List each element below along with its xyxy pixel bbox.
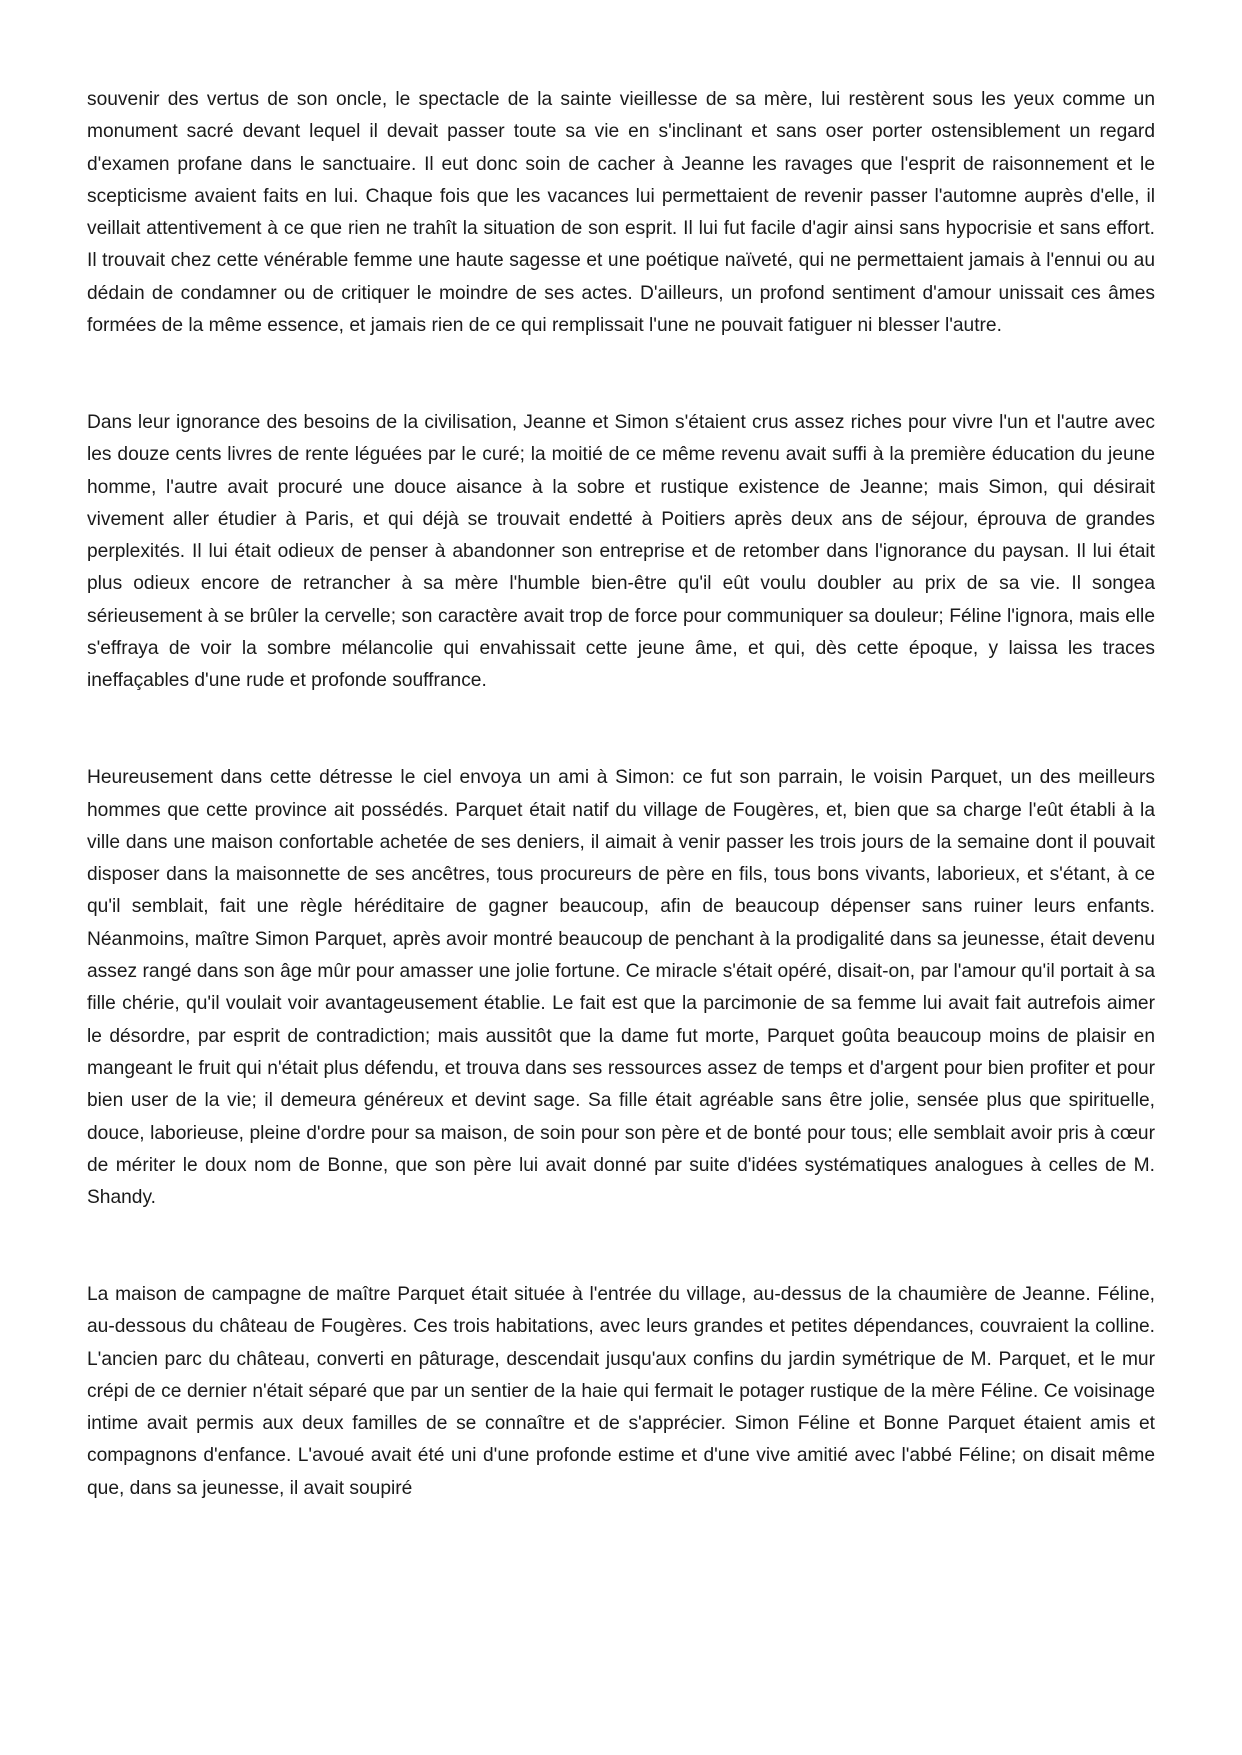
paragraph-1: souvenir des vertus de son oncle, le spectacle de la sainte vieillesse de sa mère, lui restèrent sous les yeux comme un monument sacré devant lequel il devait passer toute sa vie en s'inclinant et sans oser porter ostensiblement un regard d'examen profane dans le sanctuaire. Il eut donc soin de cacher à Jeanne les ravages que l'esprit de raisonnement et le scepticisme avaient faits en lui. Chaque fois que les vacances lui permettaient de revenir passer l'automne auprès d'elle, il veillait attentivement à ce que rien ne trahît la situation de son esprit. Il lui fut facile d'agir ainsi sans hypocrisie et sans effort. Il trouvait chez cette vénérable femme une haute sagesse et une poétique naïveté, qui ne permettaient jamais à l'ennui ou au dédain de condamner ou de critiquer le moindre de ses actes. D'ailleurs, un profond sentiment d'amour unissait ces âmes formées de la même essence, et jamais rien de ce qui remplissait l'une ne pouvait fatiguer ni blesser l'autre. (87, 89, 1155, 337)
paragraph-4: La maison de campagne de maître Parquet était située à l'entrée du village, au-dessus de la chaumière de Jeanne. Féline, au-dessous du château de Fougères. Ces trois habitations, avec leurs grandes et petites dépendances, couvraient la colline. L'ancien parc du château, converti en pâturage, descendait jusqu'aux confins du jardin symétrique de M. Parquet, et le mur crépi de ce dernier n'était séparé que par un sentier de la haie qui fermait le potager rustique de la mère Féline. Ce voisinage intime avait permis aux deux familles de se connaître et de s'apprécier. Simon Féline et Bonne Parquet étaient amis et compagnons d'enfance. L'avoué avait été uni d'une profonde estime et d'une vive amitié avec l'abbé Féline; on disait même que, dans sa jeunesse, il avait soupiré (87, 1283, 1155, 1499)
paragraph-2: Dans leur ignorance des besoins de la civilisation, Jeanne et Simon s'étaient crus assez riches pour vivre l'un et l'autre avec les douze cents livres de rente léguées par le curé; la moitié de ce même revenu avait suffi à la première éducation du jeune homme, l'autre avait procuré une douce aisance à la sobre et rustique existence de Jeanne; mais Simon, qui désirait vivement aller étudier à Paris, et qui déjà se trouvait endetté à Poitiers après deux ans de séjour, éprouva de grandes perplexités. Il lui était odieux de penser à abandonner son entreprise et de retomber dans l'ignorance du paysan. Il lui était plus odieux encore de retrancher à sa mère l'humble bien-être qu'il eût voulu doubler au prix de sa vie. Il songea sérieusement à se brûler la cervelle; son caractère avait trop de force pour communiquer sa douleur; Féline l'ignora, mais elle s'effraya de voir la sombre mélancolie qui envahissait cette jeune âme, et qui, dès cette époque, y laissa les traces ineffaçables d'une rude et profonde souffrance. (87, 411, 1155, 692)
paragraph-3: Heureusement dans cette détresse le ciel envoya un ami à Simon: ce fut son parrain, le voisin Parquet, un des meilleurs hommes que cette province ait possédés. Parquet était natif du village de Fougères, et, bien que sa charge l'eût établi à la ville dans une maison confortable achetée de ses deniers, il aimait à venir passer les trois jours de la semaine dont il pouvait disposer dans la maisonnette de ses ancêtres, tous procureurs de père en fils, tous bons vivants, laborieux, et s'étant, à ce qu'il semblait, fait une règle héréditaire de gagner beaucoup, afin de beaucoup dépenser sans ruiner leurs enfants. Néanmoins, maître Simon Parquet, après avoir montré beaucoup de penchant à la prodigalité dans sa jeunesse, était devenu assez rangé dans son âge mûr pour amasser une jolie fortune. Ce miracle s'était opéré, disait-on, par l'amour qu'il portait à sa fille chérie, qu'il voulait voir avantageusement établie. Le fait est que la parcimonie de sa femme lui avait fait autrefois aimer le désordre, par esprit de contradiction; mais aussitôt que la dame fut morte, Parquet goûta beaucoup moins de plaisir en mangeant le fruit qui n'était plus défendu, et trouva dans ses ressources assez de temps et d'argent pour bien profiter et pour bien user de la vie; il demeura généreux et devint sage. Sa fille était agréable sans être jolie, sensée plus que spirituelle, douce, laborieuse, pleine d'ordre pour sa maison, de soin pour son père et de bonté pour tous; elle semblait avoir pris à cœur de mériter le doux nom de Bonne, que son père lui avait donné par suite d'idées systématiques analogues à celles de M. Shandy. (87, 767, 1155, 1209)
